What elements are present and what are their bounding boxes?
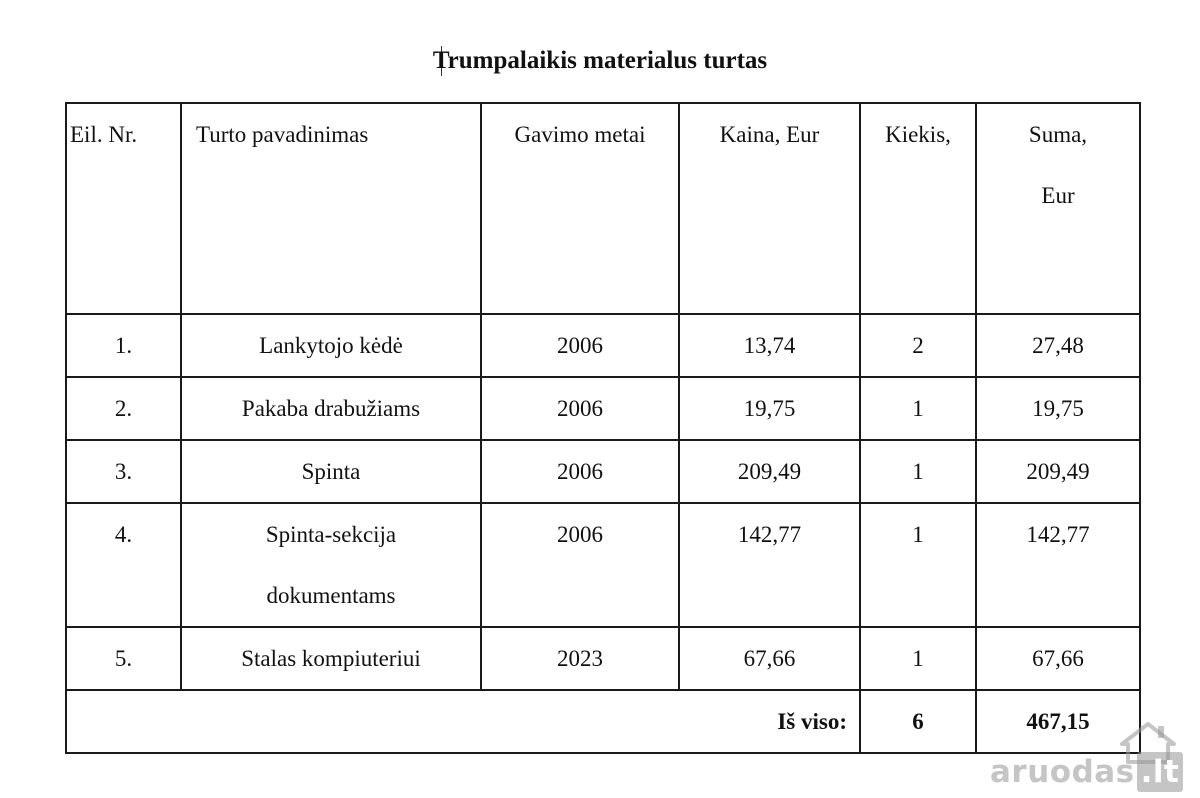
cell-year: 2006	[481, 377, 679, 440]
header-qty: Kiekis,	[860, 103, 976, 314]
header-sum	[976, 103, 1140, 314]
watermark-tld: .lt	[1137, 752, 1184, 792]
header-sum-line2: Eur	[1041, 183, 1075, 208]
cell-sum: 142,77	[976, 503, 1140, 627]
cell-nr: 3.	[66, 440, 181, 503]
header-price: Kaina, Eur	[679, 103, 860, 314]
cell-price: 209,49	[679, 440, 860, 503]
cell-name	[181, 503, 481, 627]
total-qty: 6	[860, 690, 976, 753]
cell-nr: 5.	[66, 627, 181, 690]
cell-qty: 2	[860, 314, 976, 377]
cell-year: 2006	[481, 503, 679, 627]
cell-name: Pakaba drabužiams	[181, 377, 481, 440]
cell-price: 19,75	[679, 377, 860, 440]
table-row	[66, 314, 1140, 377]
table-row	[66, 627, 1140, 690]
watermark-logo	[990, 752, 1183, 792]
table-row	[66, 440, 1140, 503]
cell-nr: 1.	[66, 314, 181, 377]
cell-nr: 4.	[66, 503, 181, 627]
cell-qty: 1	[860, 440, 976, 503]
cell-price: 13,74	[679, 314, 860, 377]
header-sum-line1: Suma,	[1028, 122, 1088, 147]
total-row	[66, 690, 1140, 753]
cell-year: 2006	[481, 314, 679, 377]
cell-name-line2: dokumentams	[266, 583, 396, 608]
total-label: Iš viso:	[66, 690, 860, 753]
asset-table	[65, 102, 1141, 754]
cell-name: Lankytojo kėdė	[181, 314, 481, 377]
cell-nr: 2.	[66, 377, 181, 440]
document-title: Trumpalaikis materialus turtas	[432, 47, 768, 74]
total-sum: 467,15	[976, 690, 1140, 753]
cell-sum: 19,75	[976, 377, 1140, 440]
cell-sum: 209,49	[976, 440, 1140, 503]
header-year: Gavimo metai	[481, 103, 679, 314]
cell-price: 67,66	[679, 627, 860, 690]
cell-qty: 1	[860, 503, 976, 627]
cell-qty: 1	[860, 627, 976, 690]
cell-sum: 27,48	[976, 314, 1140, 377]
cell-name: Stalas kompiuteriui	[181, 627, 481, 690]
cell-name: Spinta	[181, 440, 481, 503]
cell-qty: 1	[860, 377, 976, 440]
header-row	[66, 103, 1140, 314]
table-row	[66, 503, 1140, 627]
cell-price: 142,77	[679, 503, 860, 627]
cell-year: 2023	[481, 627, 679, 690]
header-name: Turto pavadinimas	[181, 103, 481, 314]
watermark-name: aruodas	[990, 754, 1135, 790]
header-nr: Eil. Nr.	[66, 103, 181, 314]
cell-sum: 67,66	[976, 627, 1140, 690]
cell-year: 2006	[481, 440, 679, 503]
cell-name-line1: Spinta-sekcija	[265, 522, 397, 547]
table-row	[66, 377, 1140, 440]
